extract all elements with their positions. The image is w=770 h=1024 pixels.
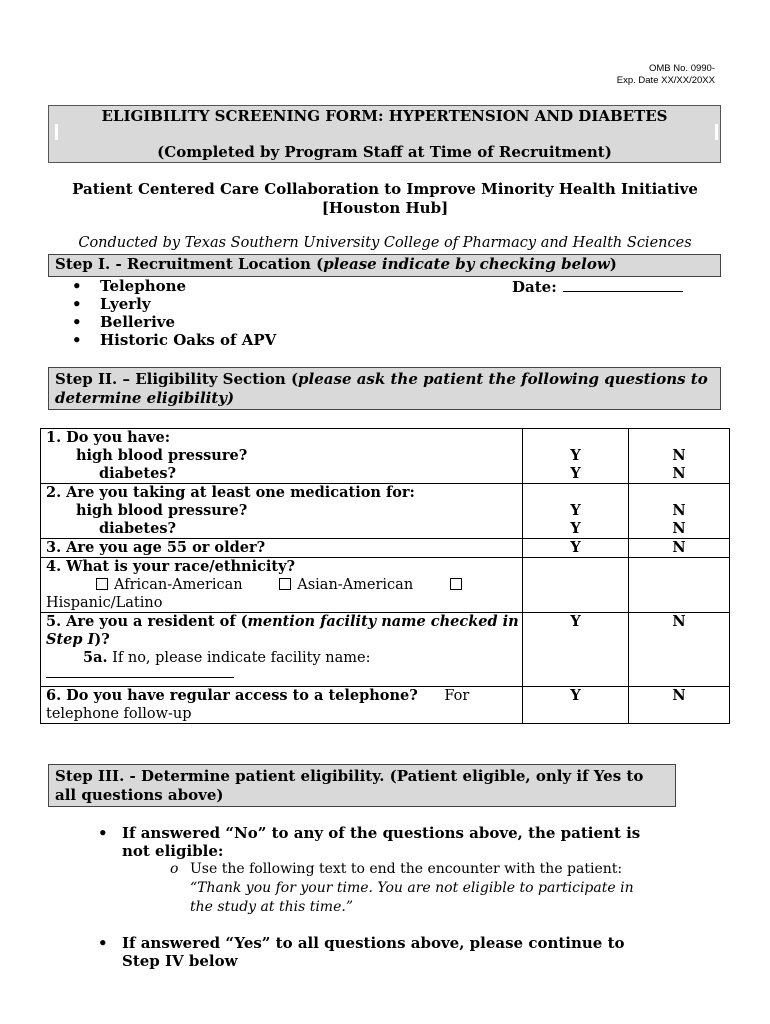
- q4-no-empty: [629, 558, 730, 613]
- question-3: 3. Are you age 55 or older?: [41, 539, 523, 558]
- end-encounter-text: Use the following text to end the encounter with the patient:: [190, 861, 623, 877]
- q3-yes[interactable]: Y: [523, 539, 629, 558]
- question-1: [41, 429, 523, 484]
- q1-no-a[interactable]: N: [672, 447, 686, 464]
- not-eligible-instructions: [98, 824, 658, 917]
- q1-yes-b[interactable]: Y: [570, 465, 581, 482]
- q5-no[interactable]: N: [629, 613, 730, 687]
- question-5-instruction: mention facility name checked in Step I: [46, 613, 519, 648]
- q1-yes-a[interactable]: Y: [570, 447, 581, 464]
- question-1-option-a: high blood pressure?: [76, 447, 248, 464]
- question-1-yes: [523, 429, 629, 484]
- eligibility-questions-table: [40, 428, 730, 724]
- table-row: [41, 539, 730, 558]
- option-asian-american: Asian-American: [297, 577, 414, 593]
- list-item: • If answered “No” to any of the questions above, the patient is not eligible:: [98, 824, 641, 860]
- location-item[interactable]: • Telephone: [72, 277, 187, 295]
- facility-name-input-line[interactable]: [46, 667, 234, 678]
- form-title: ELIGIBILITY SCREENING FORM: HYPERTENSION AND DIABETES: [101, 107, 668, 125]
- q6-no[interactable]: N: [629, 687, 730, 724]
- option-hispanic-latino: Hispanic/Latino: [46, 595, 163, 611]
- step-1-label: Step I. - Recruitment Location (: [55, 255, 324, 273]
- question-2-no: [629, 484, 730, 539]
- question-5a-label: 5a.: [83, 649, 108, 666]
- date-field: [512, 277, 683, 296]
- q2-yes-a[interactable]: Y: [570, 502, 581, 519]
- question-2-option-b: diabetes?: [99, 520, 176, 537]
- title-box-notch-right: [715, 124, 718, 140]
- location-telephone: Telephone: [100, 277, 187, 295]
- question-5-close: )?: [94, 631, 110, 648]
- table-row: [41, 687, 730, 724]
- eligible-instructions: [98, 934, 658, 970]
- q2-no-a[interactable]: N: [672, 502, 686, 519]
- location-bellerive: Bellerive: [100, 313, 176, 331]
- question-2-option-a: high blood pressure?: [76, 502, 248, 519]
- checkbox-african-american[interactable]: [96, 578, 108, 590]
- question-5: [41, 613, 523, 687]
- step-3-header: [48, 764, 676, 807]
- step-3-label: Step III. - Determine patient eligibility. (Patient eligible, only if Yes to all questions above): [55, 767, 644, 804]
- conducted-by: Conducted by Texas Southern University College of Pharmacy and Health Sciences: [78, 235, 692, 251]
- step-2-label: Step II. – Eligibility Section (: [55, 370, 299, 388]
- omb-expiration: Exp. Date XX/XX/20XX: [616, 75, 715, 86]
- table-row: [41, 558, 730, 613]
- question-5-text: 5. Are you a resident of (: [46, 613, 248, 630]
- end-encounter-quote: “Thank you for your time. You are not eligible to participate in the study at this time.”: [190, 880, 634, 915]
- title-box-notch-left: [55, 124, 58, 140]
- step-2-instruction: please ask the patient the following questions to determine eligibility): [55, 370, 708, 407]
- question-1-text: 1. Do you have:: [46, 429, 171, 446]
- location-item[interactable]: • Lyerly: [72, 295, 151, 313]
- question-6: [41, 687, 523, 724]
- location-item[interactable]: • Historic Oaks of APV: [72, 331, 277, 349]
- question-1-option-b: diabetes?: [99, 465, 176, 482]
- initiative-heading: [40, 180, 730, 218]
- omb-number: [617, 63, 715, 87]
- list-item: o Use the following text to end the encounter with the patient: “Thank you for your time. You are not eligible to participate in the study at this time.”: [170, 861, 634, 915]
- question-6-text: 6. Do you have regular access to a telephone?: [46, 687, 418, 704]
- question-4: [41, 558, 523, 613]
- q4-yes-empty: [523, 558, 629, 613]
- eligible-text: If answered “Yes” to all questions above, please continue to Step IV below: [122, 934, 625, 970]
- date-input-line[interactable]: [563, 277, 683, 292]
- question-5a-text: If no, please indicate facility name:: [112, 650, 371, 666]
- q2-no-b[interactable]: N: [672, 520, 686, 537]
- table-row: [41, 613, 730, 687]
- table-row: [41, 484, 730, 539]
- checkbox-asian-american[interactable]: [279, 578, 291, 590]
- step-1-instruction: please indicate by checking below: [323, 255, 610, 273]
- question-2-yes: [523, 484, 629, 539]
- form-subtitle: (Completed by Program Staff at Time of Recruitment): [157, 143, 612, 161]
- table-row: [41, 429, 730, 484]
- q2-yes-b[interactable]: Y: [570, 520, 581, 537]
- checkbox-hispanic-latino[interactable]: [450, 578, 462, 590]
- q6-yes[interactable]: Y: [523, 687, 629, 724]
- question-4-text: 4. What is your race/ethnicity?: [46, 558, 296, 575]
- not-eligible-text: If answered “No” to any of the questions above, the patient is not eligible:: [122, 824, 641, 860]
- location-historic-oaks: Historic Oaks of APV: [100, 331, 277, 349]
- question-2: [41, 484, 523, 539]
- omb-line-1: OMB No. 0990-: [649, 63, 715, 74]
- step-1-header: [48, 254, 721, 277]
- q1-no-b[interactable]: N: [672, 465, 686, 482]
- location-lyerly: Lyerly: [100, 295, 151, 313]
- form-title-box: [48, 105, 721, 163]
- step-2-header: [48, 367, 721, 410]
- date-label: Date:: [512, 278, 557, 296]
- question-6-tail: For telephone follow-up: [46, 688, 470, 722]
- q3-no[interactable]: N: [629, 539, 730, 558]
- list-item: • If answered “Yes” to all questions above, please continue to Step IV below: [98, 934, 625, 970]
- q5-yes[interactable]: Y: [523, 613, 629, 687]
- initiative-hub: [Houston Hub]: [321, 199, 449, 217]
- question-1-no: [629, 429, 730, 484]
- question-2-text: 2. Are you taking at least one medication for:: [46, 484, 415, 501]
- step-1-close: ): [609, 255, 617, 273]
- initiative-name: Patient Centered Care Collaboration to Improve Minority Health Initiative: [72, 180, 698, 198]
- recruitment-location-list: [72, 277, 276, 349]
- location-item[interactable]: • Bellerive: [72, 313, 176, 331]
- option-african-american: African-American: [114, 577, 243, 593]
